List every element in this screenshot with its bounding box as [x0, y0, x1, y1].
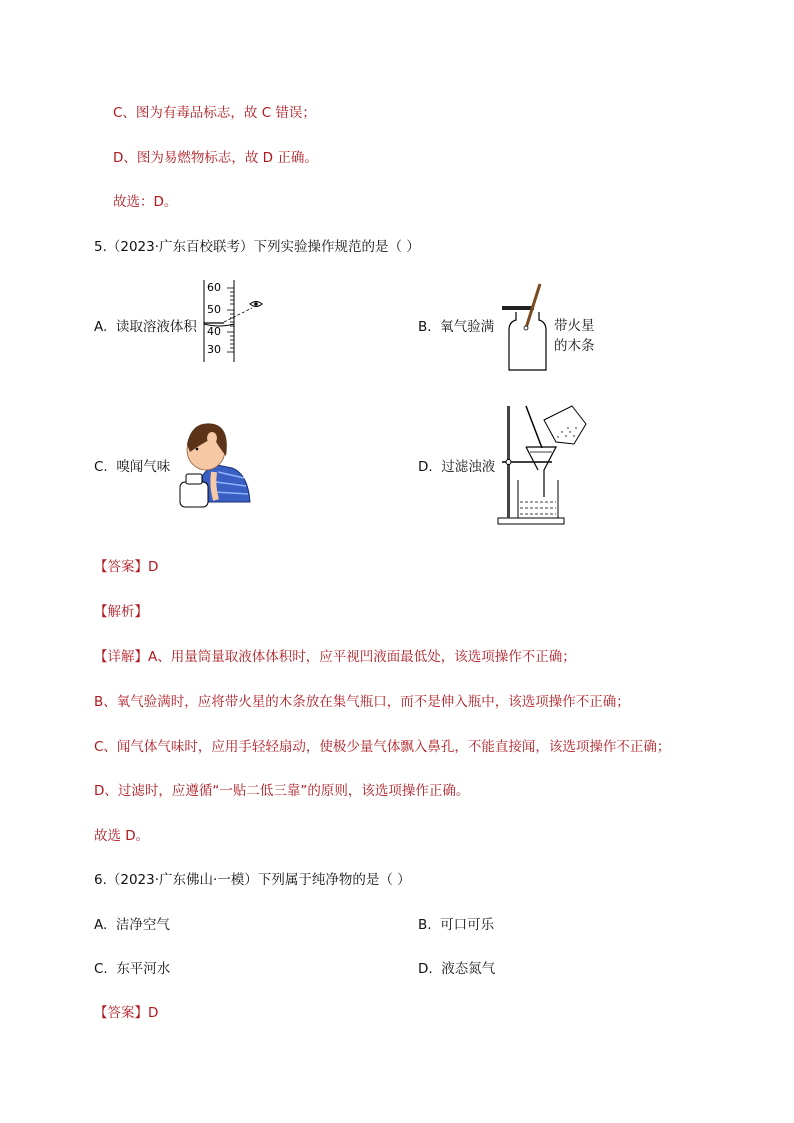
q5-detail-a: [94, 645, 576, 665]
q5-option-b-letter: B.: [418, 319, 432, 335]
q6-option-d-text: 液态氮气: [441, 961, 496, 977]
q5-option-c-text: 嗅闻气味: [116, 459, 171, 475]
filtration-apparatus-figure: [496, 402, 588, 526]
q5-option-c: [94, 455, 170, 475]
prev-option-d: D、图为易燃物标志，故 D 正确。: [113, 150, 318, 166]
q6-option-d-letter: D.: [418, 961, 433, 977]
q5-option-a-letter: A.: [94, 319, 108, 335]
q6-option-a: [94, 913, 170, 933]
eye-icon: [250, 302, 262, 307]
q6-option-d: [418, 957, 495, 977]
q5-option-c-letter: C.: [94, 459, 108, 475]
q5-option-b-text: 氧气验满: [440, 319, 495, 335]
q6-option-c: [94, 957, 170, 977]
q5-option-d-letter: D.: [418, 459, 433, 475]
q5-detail-tag: 【详解】: [94, 649, 148, 665]
q5-option-d: [418, 455, 495, 475]
q6-option-b: [418, 913, 494, 933]
q6-option-b-letter: B.: [418, 917, 432, 933]
q5-answer: 【答案】D: [94, 559, 159, 575]
smelling-person-figure: [174, 416, 254, 510]
q6-option-b-text: 可口可乐: [440, 917, 495, 933]
q5-detail-b: B、氧气验满时，应将带火星的木条放在集气瓶口，而不是伸入瓶中，该选项操作不正确；: [94, 694, 630, 710]
q5-option-a-text: 读取溶液体积: [115, 319, 197, 335]
cyl-tick-40: 40: [207, 325, 221, 338]
q5-detail-d: D、过滤时，应遵循“一贴二低三靠”的原则，该选项操作正确。: [94, 783, 470, 799]
cyl-tick-60: 60: [207, 281, 221, 294]
q6-answer: 【答案】D: [94, 1005, 159, 1021]
cyl-tick-30: 30: [207, 343, 221, 356]
q5-option-b: [418, 315, 494, 335]
q6-option-c-text: 东平河水: [116, 961, 171, 977]
q5-option-a: [94, 315, 197, 335]
q6-option-a-text: 洁净空气: [115, 917, 170, 933]
b-label-line2: 的木条: [554, 338, 595, 354]
cyl-tick-50: 50: [207, 303, 221, 316]
q6-stem: 6.（2023·广东佛山·一模）下列属于纯净物的是（ ）: [94, 872, 411, 888]
q6-option-c-letter: C.: [94, 961, 108, 977]
q5-stem: 5.（2023·广东百校联考）下列实验操作规范的是（ ）: [94, 239, 420, 255]
q5-option-d-text: 过滤浊液: [441, 459, 496, 475]
gas-bottle-figure: [500, 282, 555, 374]
q5-analysis-heading: 【解析】: [94, 604, 148, 620]
q5-detail-c: C、闻气体气味时，应用手轻轻扇动，使极少量气体飘入鼻孔，不能直接闻，该选项操作不正确；: [94, 739, 671, 755]
q5-selection: 故选 D。: [94, 828, 150, 844]
q5-detail-a-text: A、用量筒量取液体体积时，应平视凹液面最低处，该选项操作不正确；: [148, 649, 576, 665]
prev-option-c: C、图为有毒品标志，故 C 错误；: [113, 105, 316, 121]
b-label-line1: 带火星: [554, 318, 595, 334]
prev-selection: 故选：D。: [113, 194, 178, 210]
q6-option-a-letter: A.: [94, 917, 108, 933]
